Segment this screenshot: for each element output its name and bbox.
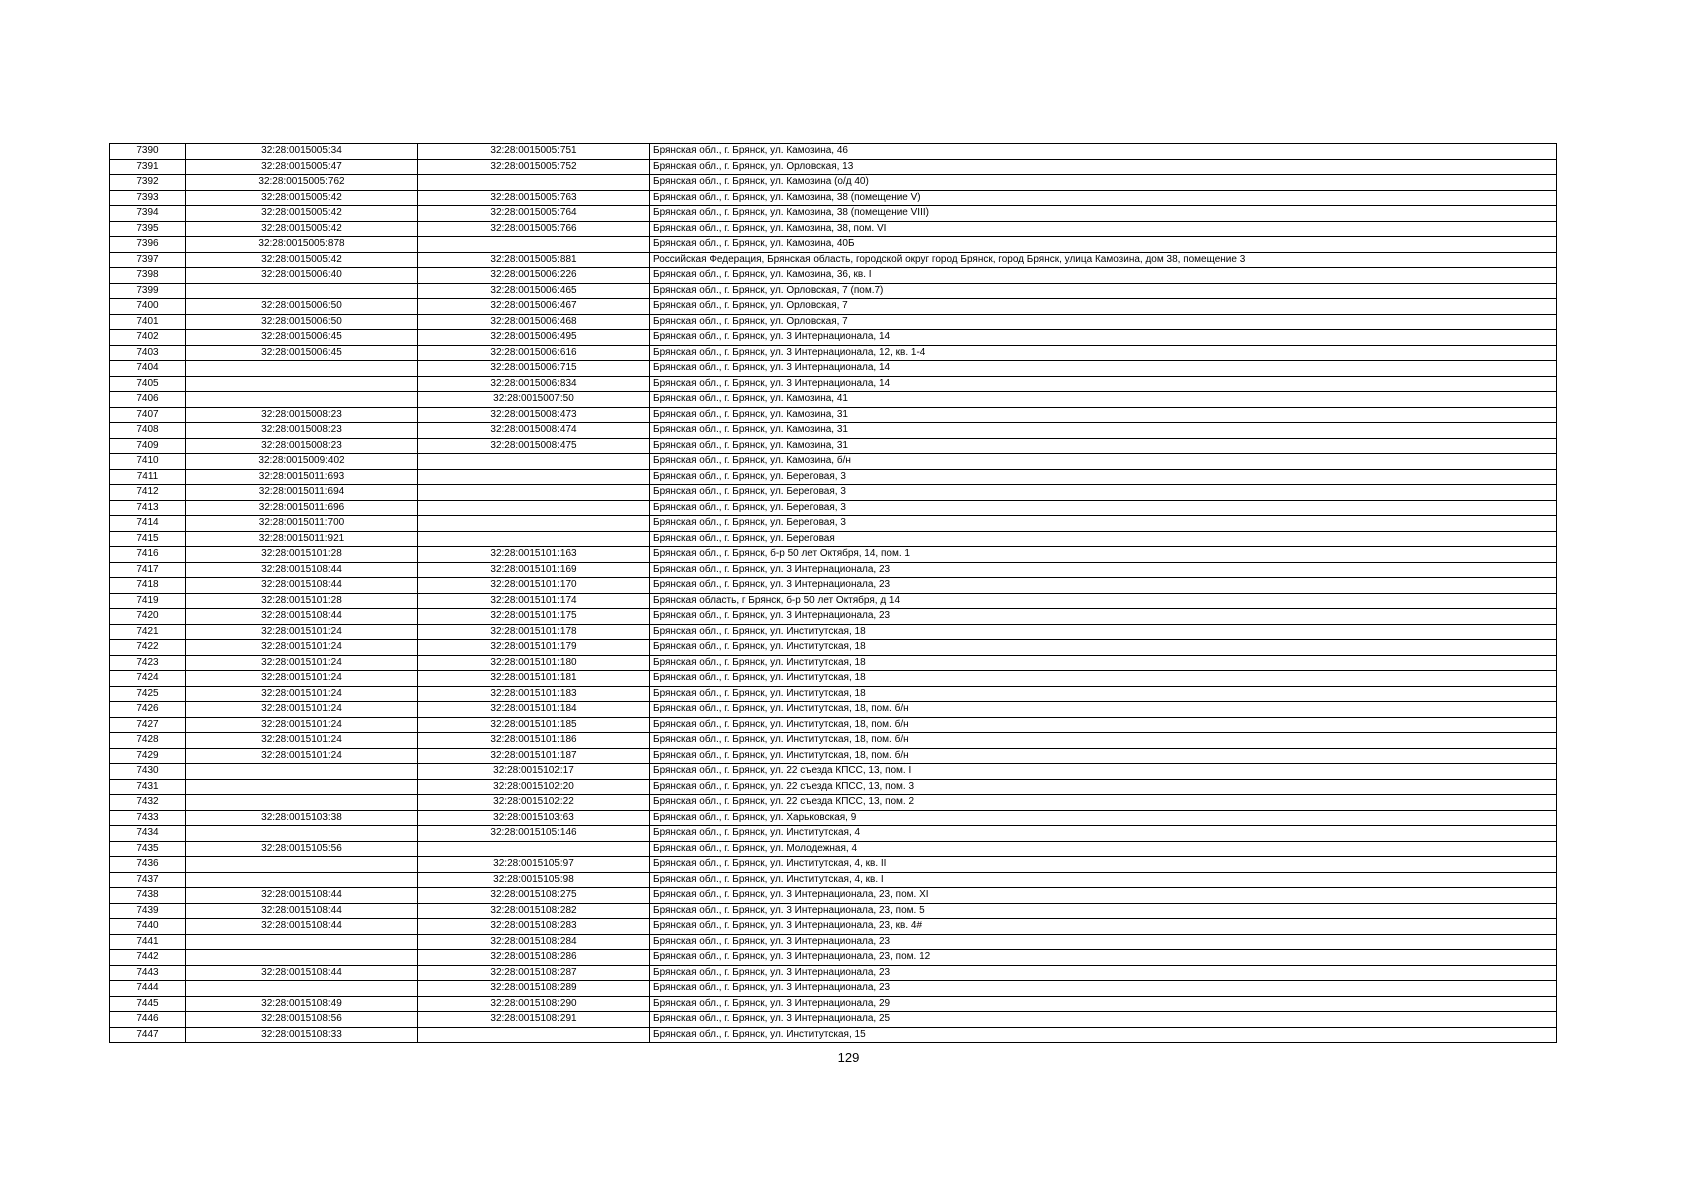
land-cadastral-number-cell: 32:28:0015101:24 — [186, 702, 418, 718]
object-cadastral-number-cell: 32:28:0015108:282 — [418, 903, 650, 919]
address-cell: Брянская обл., г. Брянск, ул. 3 Интернационала, 23 — [650, 981, 1557, 997]
object-cadastral-number-cell: 32:28:0015108:283 — [418, 919, 650, 935]
object-cadastral-number-cell: 32:28:0015108:275 — [418, 888, 650, 904]
object-cadastral-number-cell: 32:28:0015102:20 — [418, 779, 650, 795]
object-cadastral-number-cell: 32:28:0015006:616 — [418, 345, 650, 361]
address-cell: Брянская обл., г. Брянск, ул. Институтская, 18 — [650, 686, 1557, 702]
address-cell: Брянская обл., г. Брянск, ул. 3 Интернационала, 29 — [650, 996, 1557, 1012]
row-number-cell: 7426 — [110, 702, 186, 718]
table-row — [110, 795, 1557, 811]
table-row — [110, 438, 1557, 454]
row-number-cell: 7435 — [110, 841, 186, 857]
address-cell: Брянская обл., г. Брянск, ул. 3 Интернационала, 23 — [650, 934, 1557, 950]
row-number-cell: 7397 — [110, 252, 186, 268]
object-cadastral-number-cell: 32:28:0015105:98 — [418, 872, 650, 888]
table-row — [110, 934, 1557, 950]
table-row — [110, 702, 1557, 718]
object-cadastral-number-cell — [418, 1027, 650, 1043]
land-cadastral-number-cell: 32:28:0015108:44 — [186, 965, 418, 981]
row-number-cell: 7416 — [110, 547, 186, 563]
address-cell: Брянская обл., г. Брянск, ул. Камозина, б/н — [650, 454, 1557, 470]
land-cadastral-number-cell: 32:28:0015005:42 — [186, 221, 418, 237]
row-number-cell: 7425 — [110, 686, 186, 702]
row-number-cell: 7418 — [110, 578, 186, 594]
table-row — [110, 407, 1557, 423]
land-cadastral-number-cell: 32:28:0015108:44 — [186, 903, 418, 919]
land-cadastral-number-cell: 32:28:0015005:878 — [186, 237, 418, 253]
object-cadastral-number-cell: 32:28:0015103:63 — [418, 810, 650, 826]
row-number-cell: 7443 — [110, 965, 186, 981]
row-number-cell: 7402 — [110, 330, 186, 346]
table-row — [110, 299, 1557, 315]
address-cell: Брянская обл., г. Брянск, ул. Институтская, 4 — [650, 826, 1557, 842]
object-cadastral-number-cell — [418, 454, 650, 470]
object-cadastral-number-cell: 32:28:0015005:881 — [418, 252, 650, 268]
object-cadastral-number-cell: 32:28:0015105:146 — [418, 826, 650, 842]
row-number-cell: 7422 — [110, 640, 186, 656]
address-cell: Брянская обл., г. Брянск, ул. 3 Интернационала, 25 — [650, 1012, 1557, 1028]
row-number-cell: 7421 — [110, 624, 186, 640]
object-cadastral-number-cell: 32:28:0015005:766 — [418, 221, 650, 237]
table-row — [110, 175, 1557, 191]
table-row — [110, 857, 1557, 873]
row-number-cell: 7438 — [110, 888, 186, 904]
address-cell: Брянская обл., г. Брянск, ул. Береговая, 3 — [650, 469, 1557, 485]
land-cadastral-number-cell — [186, 764, 418, 780]
address-cell: Брянская обл., г. Брянск, ул. Камозина, 31 — [650, 423, 1557, 439]
object-cadastral-number-cell — [418, 469, 650, 485]
table-row — [110, 888, 1557, 904]
land-cadastral-number-cell: 32:28:0015005:42 — [186, 252, 418, 268]
object-cadastral-number-cell — [418, 237, 650, 253]
address-cell: Брянская обл., г. Брянск, ул. Институтская, 18 — [650, 655, 1557, 671]
object-cadastral-number-cell: 32:28:0015105:97 — [418, 857, 650, 873]
address-cell: Брянская обл., г. Брянск, ул. Орловская, 13 — [650, 159, 1557, 175]
row-number-cell: 7404 — [110, 361, 186, 377]
address-cell: Брянская обл., г. Брянск, ул. Камозина, 38 (помещение V) — [650, 190, 1557, 206]
address-cell: Брянская обл., г. Брянск, ул. Камозина, 31 — [650, 438, 1557, 454]
object-cadastral-number-cell: 32:28:0015006:715 — [418, 361, 650, 377]
address-cell: Брянская область, г Брянск, б-р 50 лет Октября, д 14 — [650, 593, 1557, 609]
row-number-cell: 7433 — [110, 810, 186, 826]
table-row — [110, 764, 1557, 780]
row-number-cell: 7413 — [110, 500, 186, 516]
land-cadastral-number-cell — [186, 283, 418, 299]
land-cadastral-number-cell: 32:28:0015101:24 — [186, 748, 418, 764]
land-cadastral-number-cell — [186, 392, 418, 408]
object-cadastral-number-cell — [418, 841, 650, 857]
table-row — [110, 981, 1557, 997]
row-number-cell: 7434 — [110, 826, 186, 842]
address-cell: Брянская обл., г. Брянск, ул. 22 съезда КПСС, 13, пом. 3 — [650, 779, 1557, 795]
land-cadastral-number-cell: 32:28:0015101:24 — [186, 733, 418, 749]
table-row — [110, 485, 1557, 501]
land-cadastral-number-cell: 32:28:0015009:402 — [186, 454, 418, 470]
address-cell: Брянская обл., г. Брянск, ул. 3 Интернационала, 23 — [650, 609, 1557, 625]
object-cadastral-number-cell: 32:28:0015101:181 — [418, 671, 650, 687]
row-number-cell: 7431 — [110, 779, 186, 795]
land-cadastral-number-cell — [186, 826, 418, 842]
row-number-cell: 7395 — [110, 221, 186, 237]
object-cadastral-number-cell: 32:28:0015006:834 — [418, 376, 650, 392]
land-cadastral-number-cell: 32:28:0015105:56 — [186, 841, 418, 857]
object-cadastral-number-cell: 32:28:0015006:465 — [418, 283, 650, 299]
object-cadastral-number-cell — [418, 485, 650, 501]
address-cell: Брянская обл., г. Брянск, ул. 3 Интернационала, 14 — [650, 330, 1557, 346]
address-cell: Брянская обл., г. Брянск, ул. Береговая, 3 — [650, 516, 1557, 532]
table-row — [110, 1012, 1557, 1028]
table-row — [110, 361, 1557, 377]
land-cadastral-number-cell: 32:28:0015006:40 — [186, 268, 418, 284]
address-cell: Брянская обл., г. Брянск, ул. 3 Интернационала, 12, кв. 1-4 — [650, 345, 1557, 361]
object-cadastral-number-cell: 32:28:0015007:50 — [418, 392, 650, 408]
object-cadastral-number-cell: 32:28:0015008:473 — [418, 407, 650, 423]
row-number-cell: 7440 — [110, 919, 186, 935]
object-cadastral-number-cell: 32:28:0015101:183 — [418, 686, 650, 702]
object-cadastral-number-cell: 32:28:0015005:764 — [418, 206, 650, 222]
address-cell: Брянская обл., г. Брянск, ул. 3 Интернационала, 14 — [650, 376, 1557, 392]
land-cadastral-number-cell: 32:28:0015108:44 — [186, 919, 418, 935]
object-cadastral-number-cell — [418, 516, 650, 532]
object-cadastral-number-cell: 32:28:0015006:468 — [418, 314, 650, 330]
row-number-cell: 7408 — [110, 423, 186, 439]
row-number-cell: 7423 — [110, 655, 186, 671]
land-cadastral-number-cell — [186, 950, 418, 966]
table-row — [110, 686, 1557, 702]
land-cadastral-number-cell: 32:28:0015101:24 — [186, 624, 418, 640]
table-row — [110, 841, 1557, 857]
row-number-cell: 7410 — [110, 454, 186, 470]
row-number-cell: 7390 — [110, 144, 186, 160]
land-cadastral-number-cell: 32:28:0015011:696 — [186, 500, 418, 516]
table-row — [110, 717, 1557, 733]
land-cadastral-number-cell: 32:28:0015005:42 — [186, 206, 418, 222]
table-row — [110, 531, 1557, 547]
address-cell: Брянская обл., г. Брянск, ул. Институтская, 4, кв. I — [650, 872, 1557, 888]
address-cell: Брянская обл., г. Брянск, ул. Институтская, 18 — [650, 624, 1557, 640]
object-cadastral-number-cell: 32:28:0015101:163 — [418, 547, 650, 563]
land-cadastral-number-cell: 32:28:0015006:45 — [186, 330, 418, 346]
land-cadastral-number-cell: 32:28:0015108:49 — [186, 996, 418, 1012]
land-cadastral-number-cell: 32:28:0015101:24 — [186, 717, 418, 733]
land-cadastral-number-cell: 32:28:0015108:44 — [186, 888, 418, 904]
object-cadastral-number-cell: 32:28:0015101:178 — [418, 624, 650, 640]
object-cadastral-number-cell: 32:28:0015101:185 — [418, 717, 650, 733]
object-cadastral-number-cell: 32:28:0015108:286 — [418, 950, 650, 966]
object-cadastral-number-cell: 32:28:0015102:17 — [418, 764, 650, 780]
land-cadastral-number-cell: 32:28:0015101:24 — [186, 640, 418, 656]
address-cell: Брянская обл., г. Брянск, ул. Институтская, 18 — [650, 640, 1557, 656]
row-number-cell: 7429 — [110, 748, 186, 764]
table-row — [110, 578, 1557, 594]
table-row — [110, 283, 1557, 299]
object-cadastral-number-cell: 32:28:0015101:175 — [418, 609, 650, 625]
table-row — [110, 206, 1557, 222]
row-number-cell: 7437 — [110, 872, 186, 888]
table-row — [110, 624, 1557, 640]
row-number-cell: 7427 — [110, 717, 186, 733]
address-cell: Брянская обл., г. Брянск, ул. Камозина, 38 (помещение VIII) — [650, 206, 1557, 222]
land-cadastral-number-cell — [186, 361, 418, 377]
address-cell: Брянская обл., г. Брянск, ул. Камозина, 40Б — [650, 237, 1557, 253]
address-cell: Брянская обл., г. Брянск, ул. Институтская, 18 — [650, 671, 1557, 687]
land-cadastral-number-cell: 32:28:0015005:762 — [186, 175, 418, 191]
address-cell: Брянская обл., г. Брянск, ул. Береговая, 3 — [650, 485, 1557, 501]
address-cell: Брянская обл., г. Брянск, ул. Орловская, 7 (пом.7) — [650, 283, 1557, 299]
row-number-cell: 7442 — [110, 950, 186, 966]
table-row — [110, 221, 1557, 237]
table-row — [110, 330, 1557, 346]
row-number-cell: 7412 — [110, 485, 186, 501]
land-cadastral-number-cell: 32:28:0015005:42 — [186, 190, 418, 206]
object-cadastral-number-cell: 32:28:0015006:495 — [418, 330, 650, 346]
object-cadastral-number-cell: 32:28:0015101:184 — [418, 702, 650, 718]
address-cell: Брянская обл., г. Брянск, ул. Институтская, 18, пом. б/н — [650, 717, 1557, 733]
address-cell: Брянская обл., г. Брянск, ул. 3 Интернационала, 23 — [650, 578, 1557, 594]
object-cadastral-number-cell: 32:28:0015006:226 — [418, 268, 650, 284]
row-number-cell: 7447 — [110, 1027, 186, 1043]
row-number-cell: 7407 — [110, 407, 186, 423]
address-cell: Брянская обл., г. Брянск, ул. 3 Интернационала, 23 — [650, 965, 1557, 981]
object-cadastral-number-cell: 32:28:0015005:752 — [418, 159, 650, 175]
table-row — [110, 748, 1557, 764]
land-cadastral-number-cell: 32:28:0015005:47 — [186, 159, 418, 175]
table-row — [110, 965, 1557, 981]
table-row — [110, 469, 1557, 485]
row-number-cell: 7446 — [110, 1012, 186, 1028]
row-number-cell: 7436 — [110, 857, 186, 873]
land-cadastral-number-cell: 32:28:0015008:23 — [186, 423, 418, 439]
object-cadastral-number-cell: 32:28:0015101:169 — [418, 562, 650, 578]
object-cadastral-number-cell: 32:28:0015005:763 — [418, 190, 650, 206]
table-row — [110, 268, 1557, 284]
table-row — [110, 144, 1557, 160]
land-cadastral-number-cell: 32:28:0015005:34 — [186, 144, 418, 160]
land-cadastral-number-cell — [186, 857, 418, 873]
land-cadastral-number-cell: 32:28:0015011:921 — [186, 531, 418, 547]
row-number-cell: 7398 — [110, 268, 186, 284]
object-cadastral-number-cell: 32:28:0015101:170 — [418, 578, 650, 594]
address-cell: Брянская обл., г. Брянск, ул. 3 Интернационала, 23 — [650, 562, 1557, 578]
table-row — [110, 392, 1557, 408]
land-cadastral-number-cell: 32:28:0015006:45 — [186, 345, 418, 361]
table-row — [110, 733, 1557, 749]
table-row — [110, 593, 1557, 609]
page-number: 129 — [837, 1050, 860, 1065]
table-row — [110, 159, 1557, 175]
land-cadastral-number-cell: 32:28:0015101:24 — [186, 686, 418, 702]
table-row — [110, 562, 1557, 578]
table-row — [110, 314, 1557, 330]
object-cadastral-number-cell: 32:28:0015108:291 — [418, 1012, 650, 1028]
land-cadastral-number-cell: 32:28:0015101:24 — [186, 671, 418, 687]
table-row — [110, 423, 1557, 439]
row-number-cell: 7424 — [110, 671, 186, 687]
table-row — [110, 655, 1557, 671]
object-cadastral-number-cell: 32:28:0015108:287 — [418, 965, 650, 981]
land-cadastral-number-cell: 32:28:0015101:28 — [186, 547, 418, 563]
address-cell: Брянская обл., г. Брянск, ул. Институтская, 4, кв. II — [650, 857, 1557, 873]
table-row — [110, 919, 1557, 935]
address-cell: Брянская обл., г. Брянск, ул. Береговая — [650, 531, 1557, 547]
land-cadastral-number-cell: 32:28:0015011:694 — [186, 485, 418, 501]
registry-table — [109, 143, 1557, 1043]
land-cadastral-number-cell: 32:28:0015108:44 — [186, 578, 418, 594]
row-number-cell: 7420 — [110, 609, 186, 625]
land-cadastral-number-cell: 32:28:0015108:44 — [186, 609, 418, 625]
address-cell: Брянская обл., г. Брянск, ул. 3 Интернационала, 23, кв. 4# — [650, 919, 1557, 935]
table-row — [110, 190, 1557, 206]
land-cadastral-number-cell — [186, 795, 418, 811]
land-cadastral-number-cell: 32:28:0015103:38 — [186, 810, 418, 826]
object-cadastral-number-cell: 32:28:0015101:186 — [418, 733, 650, 749]
land-cadastral-number-cell: 32:28:0015006:50 — [186, 314, 418, 330]
object-cadastral-number-cell: 32:28:0015101:187 — [418, 748, 650, 764]
row-number-cell: 7428 — [110, 733, 186, 749]
address-cell: Брянская обл., г. Брянск, ул. 3 Интернационала, 23, пом. XI — [650, 888, 1557, 904]
table-row — [110, 872, 1557, 888]
row-number-cell: 7444 — [110, 981, 186, 997]
row-number-cell: 7396 — [110, 237, 186, 253]
row-number-cell: 7401 — [110, 314, 186, 330]
table-body — [110, 144, 1557, 1043]
table-row — [110, 903, 1557, 919]
address-cell: Брянская обл., г. Брянск, ул. 22 съезда КПСС, 13, пом. I — [650, 764, 1557, 780]
row-number-cell: 7399 — [110, 283, 186, 299]
table-row — [110, 345, 1557, 361]
address-cell: Брянская обл., г. Брянск, ул. Камозина, 41 — [650, 392, 1557, 408]
address-cell: Брянская обл., г. Брянск, ул. Молодежная, 4 — [650, 841, 1557, 857]
object-cadastral-number-cell: 32:28:0015101:180 — [418, 655, 650, 671]
object-cadastral-number-cell: 32:28:0015008:474 — [418, 423, 650, 439]
table-row — [110, 996, 1557, 1012]
object-cadastral-number-cell: 32:28:0015101:179 — [418, 640, 650, 656]
address-cell: Брянская обл., г. Брянск, ул. Институтская, 18, пом. б/н — [650, 748, 1557, 764]
land-cadastral-number-cell: 32:28:0015008:23 — [186, 438, 418, 454]
land-cadastral-number-cell — [186, 934, 418, 950]
row-number-cell: 7406 — [110, 392, 186, 408]
object-cadastral-number-cell: 32:28:0015102:22 — [418, 795, 650, 811]
address-cell: Брянская обл., г. Брянск, ул. Орловская, 7 — [650, 299, 1557, 315]
row-number-cell: 7400 — [110, 299, 186, 315]
object-cadastral-number-cell: 32:28:0015101:174 — [418, 593, 650, 609]
land-cadastral-number-cell — [186, 872, 418, 888]
row-number-cell: 7432 — [110, 795, 186, 811]
table-row — [110, 252, 1557, 268]
table-row — [110, 671, 1557, 687]
land-cadastral-number-cell: 32:28:0015011:700 — [186, 516, 418, 532]
address-cell: Брянская обл., г. Брянск, ул. 3 Интернационала, 14 — [650, 361, 1557, 377]
land-cadastral-number-cell — [186, 981, 418, 997]
object-cadastral-number-cell: 32:28:0015005:751 — [418, 144, 650, 160]
row-number-cell: 7405 — [110, 376, 186, 392]
land-cadastral-number-cell: 32:28:0015108:33 — [186, 1027, 418, 1043]
object-cadastral-number-cell — [418, 531, 650, 547]
address-cell: Российская Федерация, Брянская область, городской округ город Брянск, город Брянск, улица Камозина, дом 38, помещение 3 — [650, 252, 1557, 268]
land-cadastral-number-cell: 32:28:0015006:50 — [186, 299, 418, 315]
land-cadastral-number-cell: 32:28:0015011:693 — [186, 469, 418, 485]
land-cadastral-number-cell: 32:28:0015008:23 — [186, 407, 418, 423]
address-cell: Брянская обл., г. Брянск, ул. Камозина, 31 — [650, 407, 1557, 423]
row-number-cell: 7417 — [110, 562, 186, 578]
table-row — [110, 609, 1557, 625]
address-cell: Брянская обл., г. Брянск, ул. Орловская, 7 — [650, 314, 1557, 330]
land-cadastral-number-cell: 32:28:0015108:44 — [186, 562, 418, 578]
address-cell: Брянская обл., г. Брянск, ул. Институтская, 18, пом. б/н — [650, 733, 1557, 749]
row-number-cell: 7411 — [110, 469, 186, 485]
table-row — [110, 500, 1557, 516]
table-row — [110, 779, 1557, 795]
row-number-cell: 7394 — [110, 206, 186, 222]
address-cell: Брянская обл., г. Брянск, ул. Береговая, 3 — [650, 500, 1557, 516]
land-cadastral-number-cell — [186, 779, 418, 795]
table-row — [110, 376, 1557, 392]
object-cadastral-number-cell — [418, 500, 650, 516]
object-cadastral-number-cell — [418, 175, 650, 191]
table-row — [110, 516, 1557, 532]
address-cell: Брянская обл., г. Брянск, ул. Камозина (о/д 40) — [650, 175, 1557, 191]
table-row — [110, 547, 1557, 563]
address-cell: Брянская обл., г. Брянск, ул. Камозина, 38, пом. VI — [650, 221, 1557, 237]
row-number-cell: 7393 — [110, 190, 186, 206]
row-number-cell: 7414 — [110, 516, 186, 532]
row-number-cell: 7430 — [110, 764, 186, 780]
table-row — [110, 1027, 1557, 1043]
table-row — [110, 950, 1557, 966]
object-cadastral-number-cell: 32:28:0015108:290 — [418, 996, 650, 1012]
object-cadastral-number-cell: 32:28:0015008:475 — [418, 438, 650, 454]
object-cadastral-number-cell: 32:28:0015006:467 — [418, 299, 650, 315]
row-number-cell: 7391 — [110, 159, 186, 175]
address-cell: Брянская обл., г. Брянск, ул. Камозина, 46 — [650, 144, 1557, 160]
row-number-cell: 7441 — [110, 934, 186, 950]
address-cell: Брянская обл., г. Брянск, б-р 50 лет Октября, 14, пом. 1 — [650, 547, 1557, 563]
table-row — [110, 454, 1557, 470]
row-number-cell: 7392 — [110, 175, 186, 191]
row-number-cell: 7445 — [110, 996, 186, 1012]
table-row — [110, 810, 1557, 826]
address-cell: Брянская обл., г. Брянск, ул. 22 съезда КПСС, 13, пом. 2 — [650, 795, 1557, 811]
land-cadastral-number-cell: 32:28:0015101:28 — [186, 593, 418, 609]
table-row — [110, 826, 1557, 842]
address-cell: Брянская обл., г. Брянск, ул. Харьковская, 9 — [650, 810, 1557, 826]
row-number-cell: 7415 — [110, 531, 186, 547]
address-cell: Брянская обл., г. Брянск, ул. Институтская, 15 — [650, 1027, 1557, 1043]
address-cell: Брянская обл., г. Брянск, ул. 3 Интернационала, 23, пом. 5 — [650, 903, 1557, 919]
row-number-cell: 7409 — [110, 438, 186, 454]
object-cadastral-number-cell: 32:28:0015108:284 — [418, 934, 650, 950]
land-cadastral-number-cell: 32:28:0015108:56 — [186, 1012, 418, 1028]
object-cadastral-number-cell: 32:28:0015108:289 — [418, 981, 650, 997]
row-number-cell: 7439 — [110, 903, 186, 919]
table-row — [110, 640, 1557, 656]
row-number-cell: 7403 — [110, 345, 186, 361]
land-cadastral-number-cell — [186, 376, 418, 392]
row-number-cell: 7419 — [110, 593, 186, 609]
address-cell: Брянская обл., г. Брянск, ул. Камозина, 36, кв. I — [650, 268, 1557, 284]
table-row — [110, 237, 1557, 253]
land-cadastral-number-cell: 32:28:0015101:24 — [186, 655, 418, 671]
address-cell: Брянская обл., г. Брянск, ул. Институтская, 18, пом. б/н — [650, 702, 1557, 718]
address-cell: Брянская обл., г. Брянск, ул. 3 Интернационала, 23, пом. 12 — [650, 950, 1557, 966]
